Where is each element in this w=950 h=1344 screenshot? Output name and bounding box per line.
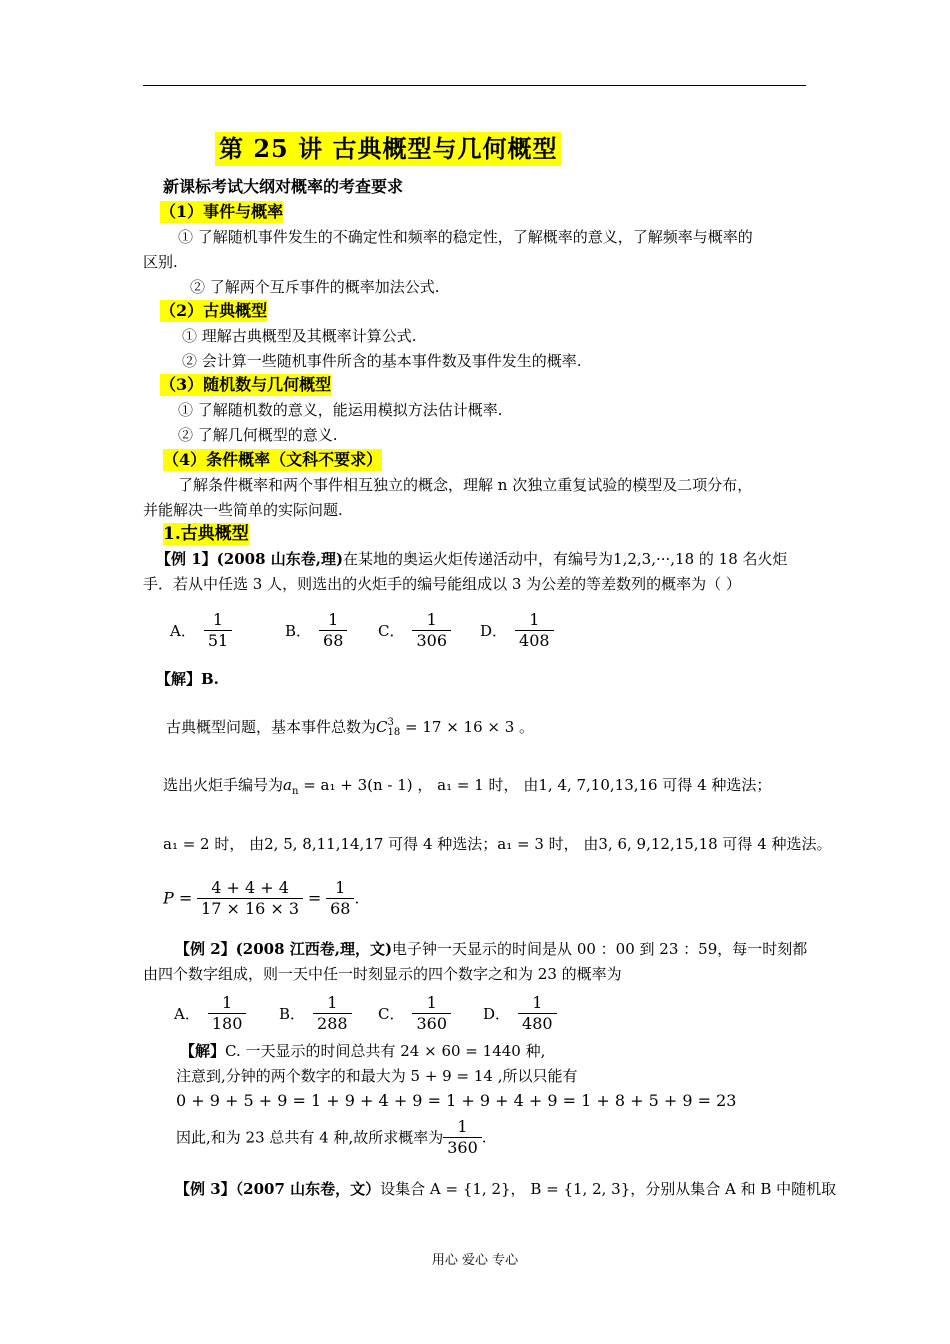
example3-line1	[175, 1178, 836, 1200]
ex1-sol1-sub: 18	[387, 727, 401, 738]
example2-line1	[175, 938, 807, 960]
ex1-option-d	[480, 610, 554, 651]
ex1-sol2-text: 选出火炬手编号为	[163, 776, 284, 794]
ex1-option-c-den: 306	[416, 631, 448, 650]
ex2-option-c-den: 360	[416, 1014, 448, 1033]
ex2-option-d-label: D．	[483, 1005, 511, 1023]
ex1-option-a-fraction	[204, 610, 232, 651]
ex2-solution-line3: 0 + 9 + 5 + 9 = 1 + 9 + 4 + 9 = 1 + 9 + 4 + 9 = 1 + 8 + 5 + 9 = 23	[176, 1091, 737, 1110]
ex1-option-c-label: C．	[378, 622, 405, 640]
ex1-option-a-num: 1	[204, 610, 232, 631]
ex2-option-a-fraction	[208, 993, 247, 1034]
ex1-sol2-rest: = a₁ + 3(n - 1) ， a₁ = 1 时， 由1, 4, 7,10,13,16 可得 4 种选法；	[298, 776, 772, 794]
ex1-option-b-fraction	[319, 610, 347, 651]
ex1-option-a-den: 51	[207, 631, 229, 650]
example2-tag: 【例 2】(2008 江西卷,理，文)	[175, 940, 393, 958]
ex2-option-d-num: 1	[518, 993, 557, 1014]
ex2-sol-tag: 【解】	[180, 1042, 226, 1060]
example1-line1	[156, 548, 788, 570]
section-heading-3: （3）随机数与几何概型	[160, 375, 332, 394]
sec1-item1-line1: ① 了解随机事件发生的不确定性和频率的稳定性，了解概率的意义，了解频率与概率的	[178, 228, 753, 246]
ex1-sol1-text: 古典概型问题，基本事件总数为	[166, 718, 377, 736]
ex1-p-eq: =	[307, 888, 322, 908]
ex1-sol1-formula: C	[376, 718, 388, 736]
ex2-option-b-label: B．	[279, 1005, 306, 1023]
ex2-option-d-fraction	[518, 993, 557, 1034]
ex2-sol4-fraction	[443, 1117, 482, 1158]
ex2-option-b	[279, 993, 352, 1034]
ex1-option-d-den: 408	[519, 631, 550, 650]
ex2-option-a	[174, 993, 246, 1034]
ex2-option-c-num: 1	[412, 993, 451, 1014]
ex1-option-c-num: 1	[412, 610, 451, 631]
section-heading-2: （2）古典概型	[160, 301, 268, 320]
example1-answer: 【解】B.	[156, 670, 219, 688]
ex1-p-den2: 68	[330, 899, 351, 918]
ex2-option-a-den: 180	[211, 1014, 243, 1033]
syllabus-heading: 新课标考试大纲对概率的考查要求	[163, 177, 404, 196]
ex1-option-b-label: B．	[285, 622, 312, 640]
ex1-p-num2: 1	[326, 878, 354, 899]
ex1-option-d-label: D．	[480, 622, 508, 640]
ex1-p-den: 17 × 16 × 3	[201, 899, 300, 918]
ex1-p-fraction2	[326, 878, 354, 919]
ex1-option-b-num: 1	[319, 610, 347, 631]
ex2-option-d	[483, 993, 557, 1034]
part1-heading: 1.古典概型	[163, 524, 249, 544]
ex1-solution-line1	[166, 716, 534, 738]
ex1-sol1-rest: = 17 × 16 × 3 。	[400, 718, 535, 736]
ex1-p-end: .	[354, 889, 360, 908]
ex1-option-b-den: 68	[323, 631, 344, 650]
sec2-item2: ② 会计算一些随机事件所含的基本事件数及事件发生的概率.	[182, 352, 582, 370]
section-heading-4: （4）条件概率（文科不要求）	[163, 450, 383, 469]
ex1-probability-formula	[163, 878, 359, 919]
sec4-line1: 了解条件概率和两个事件相互独立的概念，理解 n 次独立重复试验的模型及二项分布，	[178, 476, 753, 494]
ex2-sol4-end: .	[481, 1128, 487, 1147]
example3-text1: 设集合 A = {1, 2}， B = {1, 2, 3}，分别从集合 A 和 B 中随机取	[380, 1180, 837, 1198]
ex2-sol4-num: 1	[443, 1117, 482, 1138]
page-title: 第 25 讲 古典概型与几何概型	[215, 132, 561, 166]
example1-tag: 【例 1】(2008 山东卷,理)	[156, 550, 344, 568]
ex1-option-d-num: 1	[515, 610, 554, 631]
ex2-option-a-num: 1	[208, 993, 247, 1014]
ex2-option-b-den: 288	[317, 1014, 348, 1033]
ex2-solution-line4	[176, 1117, 487, 1158]
ex1-p-num: 4 + 4 + 4	[197, 878, 303, 899]
ex1-option-c	[378, 610, 451, 651]
ex2-option-b-num: 1	[313, 993, 352, 1014]
ex2-option-a-label: A．	[174, 1005, 200, 1023]
example3-tag: 【例 3】（2007 山东卷，文）	[175, 1180, 381, 1198]
ex1-option-a	[170, 610, 232, 651]
ex1-solution-line3: a₁ = 2 时， 由2, 5, 8,11,14,17 可得 4 种选法；a₁ = 3 时， 由3, 6, 9,12,15,18 可得 4 种选法。	[163, 835, 832, 853]
ex1-sol2-formula: a	[283, 776, 292, 794]
page-footer: 用心 爱心 专心	[431, 1253, 519, 1268]
ex1-p-fraction	[197, 878, 303, 919]
sec1-item1-line2: 区别.	[143, 253, 178, 271]
ex2-solution-line2: 注意到,分钟的两个数字的和最大为 5 + 9 = 14 ,所以只能有	[176, 1067, 578, 1085]
ex1-sol2-sub: n	[291, 786, 299, 797]
sec1-item2: ② 了解两个互斥事件的概率加法公式.	[190, 278, 440, 296]
ex2-solution-line1	[180, 1040, 545, 1062]
example2-text1: 电子钟一天显示的时间是从 00 ：00 到 23 ：59，每一时刻都	[392, 940, 808, 958]
ex1-p-label: P =	[163, 888, 193, 908]
ex1-option-d-fraction	[515, 610, 554, 651]
sec2-item1: ① 理解古典概型及其概率计算公式.	[182, 327, 417, 345]
header-rule	[143, 85, 806, 86]
example1-line2: 手．若从中任选 3 人，则选出的火炬手的编号能组成以 3 为公差的等差数列的概率为（ ）	[143, 575, 741, 593]
ex2-option-c-fraction	[412, 993, 451, 1034]
ex2-option-c-label: C．	[378, 1005, 405, 1023]
ex2-option-b-fraction	[313, 993, 352, 1034]
ex1-option-c-fraction	[412, 610, 451, 651]
ex1-solution-line2	[163, 774, 771, 803]
sec4-line2: 并能解决一些简单的实际问题.	[143, 501, 343, 519]
example1-text1: 在某地的奥运火炬传递活动中，有编号为1,2,3,···,18 的 18 名火炬	[343, 550, 788, 568]
ex2-sol1: C. 一天显示的时间总共有 24 × 60 = 1440 种,	[225, 1042, 546, 1060]
ex1-sol1-sup: 3	[387, 717, 394, 728]
sec3-item1: ① 了解随机数的意义，能运用模拟方法估计概率.	[178, 401, 503, 419]
ex2-sol4-text: 因此,和为 23 总共有 4 种,故所求概率为	[176, 1128, 444, 1147]
ex1-option-b	[285, 610, 347, 651]
section-heading-1: （1）事件与概率	[160, 202, 284, 221]
sec3-item2: ② 了解几何概型的意义.	[178, 426, 338, 444]
ex2-option-c	[378, 993, 451, 1034]
ex2-option-d-den: 480	[522, 1014, 553, 1033]
example2-line2: 由四个数字组成，则一天中任一时刻显示的四个数字之和为 23 的概率为	[143, 965, 622, 983]
ex1-option-a-label: A．	[170, 622, 196, 640]
ex2-sol4-den: 360	[447, 1138, 478, 1157]
